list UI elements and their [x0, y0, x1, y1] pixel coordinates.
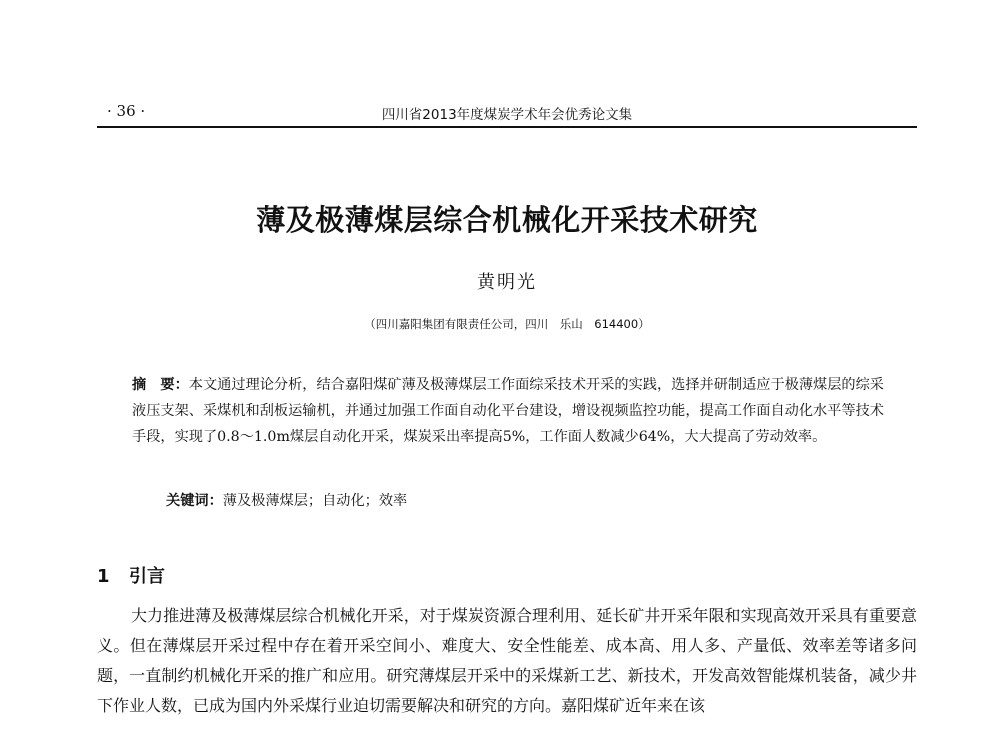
author-name: 黄明光: [477, 272, 537, 293]
keywords-label: 关键词：: [166, 493, 223, 509]
abstract-label: 摘 要：: [132, 377, 189, 393]
abstract: [132, 372, 884, 450]
section-title: 引言: [129, 566, 165, 587]
paper-title: 薄及极薄煤层综合机械化开采技术研究: [256, 203, 758, 237]
keywords: [166, 490, 407, 510]
page-header: [97, 100, 917, 128]
section-heading: [97, 562, 165, 588]
abstract-text: 本文通过理论分析，结合嘉阳煤矿薄及极薄煤层工作面综采技术开采的实践，选择并研制适应于极薄煤层的综采液压支架、采煤机和刮板运输机，并通过加强工作面自动化平台建设，增设视频监控功能，提高工作面自动化水平等技术手段，实现了0.8～1.0m煤层自动化开采，煤炭采出率提高5%，工作面人数减少64%，大大提高了劳动效率。: [132, 377, 884, 445]
section-number: 1: [97, 566, 110, 587]
page-number: · 36 ·: [107, 102, 146, 120]
running-head: 四川省2013年度煤炭学术年会优秀论文集: [381, 107, 633, 123]
body-paragraph: 大力推进薄及极薄煤层综合机械化开采，对于煤炭资源合理利用、延长矿井开采年限和实现高效开采具有重要意义。但在薄煤层开采过程中存在着开采空间小、难度大、安全性能差、成本高、用人多、产量低、效率差等诸多问题，一直制约机械化开采的推广和应用。研究薄煤层开采中的采煤新工艺、新技术，开发高效智能煤机装备，减少井下作业人数，已成为国内外采煤行业迫切需要解决和研究的方向。嘉阳煤矿近年来在该: [97, 606, 917, 715]
author-affiliation: （四川嘉阳集团有限责任公司，四川 乐山 614400）: [364, 317, 650, 331]
keywords-text: 薄及极薄煤层；自动化；效率: [222, 493, 408, 509]
